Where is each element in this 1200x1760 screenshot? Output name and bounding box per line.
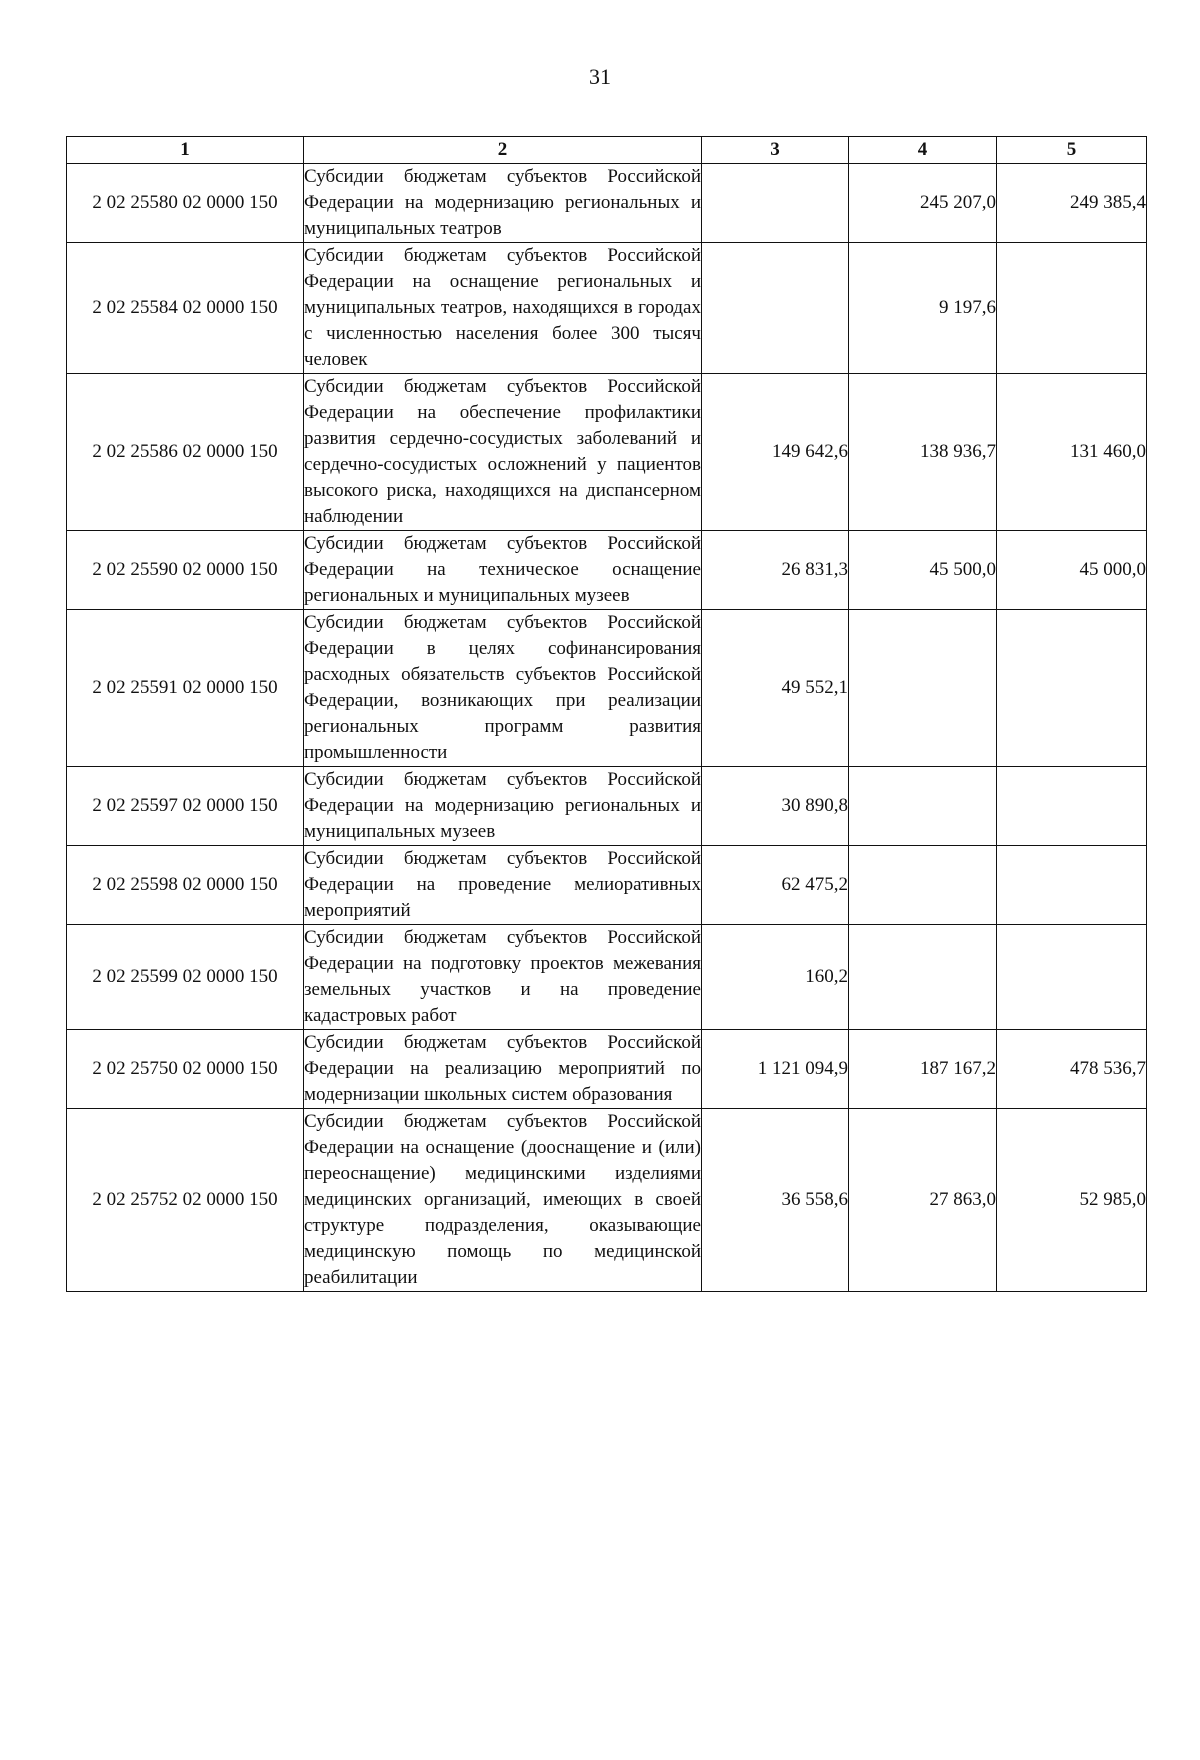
row-col4-value: 138 936,7 xyxy=(849,374,997,531)
header-cell-4: 4 xyxy=(849,137,997,164)
header-cell-2: 2 xyxy=(304,137,702,164)
row-code: 2 02 25586 02 0000 150 xyxy=(67,374,304,531)
row-col3-value: 36 558,6 xyxy=(702,1109,849,1292)
row-code: 2 02 25584 02 0000 150 xyxy=(67,243,304,374)
row-code: 2 02 25599 02 0000 150 xyxy=(67,925,304,1030)
table-row xyxy=(67,846,1147,925)
row-col5-value xyxy=(997,767,1147,846)
row-description: Субсидии бюджетам субъектов Российской Федерации на техническое оснащение региональных и муниципальных музеев xyxy=(304,531,702,610)
row-col5-value: 52 985,0 xyxy=(997,1109,1147,1292)
row-col5-value xyxy=(997,925,1147,1030)
row-col5-value: 131 460,0 xyxy=(997,374,1147,531)
row-col3-value: 160,2 xyxy=(702,925,849,1030)
table-row xyxy=(67,243,1147,374)
row-description: Субсидии бюджетам субъектов Российской Федерации на обеспечение профилактики развития сердечно-сосудистых заболеваний и сердечно-сосудистых осложнений у пациентов высокого риска, находящихся на диспансерном наблюдении xyxy=(304,374,702,531)
row-col3-value: 30 890,8 xyxy=(702,767,849,846)
table-row xyxy=(67,164,1147,243)
row-col4-value xyxy=(849,610,997,767)
row-description: Субсидии бюджетам субъектов Российской Федерации на оснащение (дооснащение и (или) переоснащение) медицинскими изделиями медицинских организаций, имеющих в своей структуре подразделения, оказывающие медицинскую помощь по медицинской реабилитации xyxy=(304,1109,702,1292)
row-col4-value: 27 863,0 xyxy=(849,1109,997,1292)
row-col5-value xyxy=(997,846,1147,925)
row-description: Субсидии бюджетам субъектов Российской Федерации на модернизацию региональных и муниципальных музеев xyxy=(304,767,702,846)
row-col3-value: 49 552,1 xyxy=(702,610,849,767)
row-col4-value: 187 167,2 xyxy=(849,1030,997,1109)
table-row xyxy=(67,1109,1147,1292)
row-description: Субсидии бюджетам субъектов Российской Федерации на подготовку проектов межевания земельных участков и на проведение кадастровых работ xyxy=(304,925,702,1030)
row-col4-value: 9 197,6 xyxy=(849,243,997,374)
row-col4-value xyxy=(849,925,997,1030)
row-code: 2 02 25591 02 0000 150 xyxy=(67,610,304,767)
table-row xyxy=(67,610,1147,767)
row-col5-value: 478 536,7 xyxy=(997,1030,1147,1109)
row-description: Субсидии бюджетам субъектов Российской Федерации на реализацию мероприятий по модернизации школьных систем образования xyxy=(304,1030,702,1109)
row-col5-value: 249 385,4 xyxy=(997,164,1147,243)
header-cell-3: 3 xyxy=(702,137,849,164)
row-description: Субсидии бюджетам субъектов Российской Федерации в целях софинансирования расходных обязательств субъектов Российской Федерации, возникающих при реализации региональных программ развития промышленности xyxy=(304,610,702,767)
row-col3-value: 26 831,3 xyxy=(702,531,849,610)
table-row xyxy=(67,374,1147,531)
table-row xyxy=(67,531,1147,610)
row-description: Субсидии бюджетам субъектов Российской Федерации на проведение мелиоративных мероприятий xyxy=(304,846,702,925)
header-cell-1: 1 xyxy=(67,137,304,164)
budget-table xyxy=(66,136,1147,1292)
table-row xyxy=(67,767,1147,846)
row-col4-value xyxy=(849,846,997,925)
row-code: 2 02 25598 02 0000 150 xyxy=(67,846,304,925)
table-row xyxy=(67,1030,1147,1109)
row-code: 2 02 25752 02 0000 150 xyxy=(67,1109,304,1292)
row-col3-value: 149 642,6 xyxy=(702,374,849,531)
row-col3-value xyxy=(702,243,849,374)
row-col3-value: 1 121 094,9 xyxy=(702,1030,849,1109)
row-code: 2 02 25580 02 0000 150 xyxy=(67,164,304,243)
row-code: 2 02 25597 02 0000 150 xyxy=(67,767,304,846)
header-cell-5: 5 xyxy=(997,137,1147,164)
row-description: Субсидии бюджетам субъектов Российской Федерации на модернизацию региональных и муниципальных театров xyxy=(304,164,702,243)
table-header-row xyxy=(67,137,1147,164)
row-description: Субсидии бюджетам субъектов Российской Федерации на оснащение региональных и муниципальных театров, находящихся в городах с численностью населения более 300 тысяч человек xyxy=(304,243,702,374)
row-code: 2 02 25750 02 0000 150 xyxy=(67,1030,304,1109)
table-row xyxy=(67,925,1147,1030)
row-col4-value: 45 500,0 xyxy=(849,531,997,610)
row-col4-value xyxy=(849,767,997,846)
row-col5-value xyxy=(997,243,1147,374)
row-col5-value xyxy=(997,610,1147,767)
row-code: 2 02 25590 02 0000 150 xyxy=(67,531,304,610)
row-col5-value: 45 000,0 xyxy=(997,531,1147,610)
row-col3-value: 62 475,2 xyxy=(702,846,849,925)
row-col3-value xyxy=(702,164,849,243)
row-col4-value: 245 207,0 xyxy=(849,164,997,243)
page-number: 31 xyxy=(589,64,611,89)
